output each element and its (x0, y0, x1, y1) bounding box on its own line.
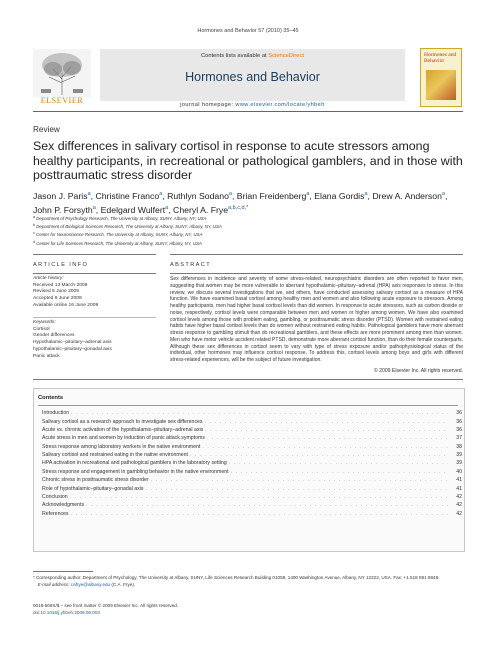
author-affiliation-mark: a (159, 191, 163, 197)
author-affiliation-mark: a (165, 204, 169, 211)
toc-page: 41 (456, 477, 462, 484)
abstract-top-rule (170, 254, 463, 255)
author-separator: , (95, 204, 101, 215)
toc-page: 41 (456, 485, 462, 492)
abstract-heading: ABSTRACT (170, 262, 212, 268)
keyword: Hypothalamic–pituitary–adrenal axis (33, 340, 112, 346)
author-separator: , (168, 204, 174, 215)
author-name: Cheryl A. Frye (173, 204, 229, 215)
toc-leader (205, 427, 448, 433)
keyword: Cortisol (33, 326, 50, 332)
toc-leader (71, 410, 448, 416)
history-entry: Revised 5 June 2009 (33, 289, 79, 295)
email-link[interactable]: cafrye@albany.edu (70, 581, 111, 587)
toc-title: Role of hypothalamic–pituitary–gonadal axis (42, 485, 144, 492)
toc-entry[interactable] (42, 510, 462, 518)
toc-entry[interactable] (42, 451, 462, 459)
issn-line: 0018-506X/$ – see front matter © 2009 Elsevier Inc. All rights reserved. (33, 603, 179, 608)
homepage-link[interactable]: www.elsevier.com/locate/yhbeh (235, 102, 325, 108)
author-affiliation-mark: a,b,c,d, (228, 204, 247, 211)
author-separator: , (231, 191, 237, 201)
affiliation-text: Department of Psychology Research, The University at Albany, SUNY, Albany, NY, USA (36, 216, 207, 221)
author-affiliation-mark: a (306, 191, 310, 197)
front-matter-notice (33, 603, 463, 616)
toc-leader (190, 452, 448, 458)
author-name: John P. Forsyth (33, 204, 93, 215)
toc-title: Conclusion (42, 493, 68, 500)
footnote-star: * (33, 575, 35, 580)
affiliation-mark: d (33, 239, 35, 244)
author-name: Ruthlyn Sodano (167, 191, 229, 201)
copyright-notice: © 2009 Elsevier Inc. All rights reserved. (374, 368, 463, 374)
author[interactable] (95, 191, 167, 201)
author-separator: , (162, 191, 168, 201)
email-label: E-mail address: (37, 581, 70, 587)
abstract-heading-rule (170, 273, 463, 274)
author[interactable] (314, 191, 372, 201)
affiliation (33, 214, 463, 222)
toc-entry[interactable] (42, 493, 462, 501)
toc-title: Stress response among laboratory workers in the native environment (42, 443, 201, 450)
article-type: Review (33, 125, 60, 134)
contents-available-line (100, 53, 405, 59)
toc-leader (70, 494, 448, 500)
affiliation (33, 222, 463, 230)
toc-page: 40 (456, 468, 462, 475)
keywords-divider (33, 317, 156, 318)
toc-title: Acute vs. chronic activation of the hypothalamic–pituitary–adrenal axis (42, 426, 204, 433)
journal-homepage (100, 102, 405, 108)
toc-title: Stress response and engagement in gambling behavior in the native environment (42, 468, 229, 475)
email-suffix: (C.A. Frye). (110, 581, 136, 587)
toc-title: Salivary cortisol as a research approach to investigate sex differences (42, 418, 203, 425)
publisher-name: ELSEVIER (40, 96, 84, 105)
toc-page: 37 (456, 435, 462, 442)
cover-title: Hormones and Behavior (424, 52, 457, 64)
footnote-text: Corresponding author. Department of Psychology, The University at Albany, SUNY, Life Sciences Research Building 01058, 1400 Washington Avenue, Albany, NY 12222, USA. Fax: +1 518 591 8848. (34, 575, 440, 580)
affiliation (33, 239, 463, 247)
history-label: Article history: (33, 276, 64, 281)
homepage-label: journal homepage: (180, 102, 236, 108)
abstract-text: Sex differences in incidence and severity of some stress-related, neuropsychiatric disorders are often reported to favor men, suggesting that women may be more vulnerable to aberrant hypothalamic–pituitary–adrenal (HPA) axis responses to stress. In this review, we discuss several investigations that we, and others, have conducted assessing salivary cortisol as a measure of HPA function. We have examined basal cortisol among healthy men and women and also following acute exposure to stressors. Among healthy participants, men had higher basal cortisol levels than did women. In response to acute stressors, such as carbon dioxide or noise, respectively, cortisol levels were comparable between men and women or higher among women. We have also examined cortisol levels among those with problem eating, gambling, or posttraumatic stress disorder (PTSD). Women with restrained eating habits have higher basal cortisol levels than do women without restrained eating habits. Pathological gamblers have more aberrant stress response to gambling stimuli than do recreational gamblers, and these effects are more prominent among men than women. Men who have motor vehicle accident related PTSD, demonstrate more aberrant cortisol function, than do their female counterparts. Although these sex differences in cortisol seem to vary with type of stress exposure and/or pathophysiological status of the individual, other hormones may influence cortisol response. To address this, cortisol levels among boys and girls with different stress-related experiences, will be the subject of future investigation. (170, 276, 464, 363)
author[interactable] (372, 191, 447, 201)
author-list (33, 189, 473, 216)
affiliation-list (33, 214, 463, 247)
author-separator: , (444, 191, 448, 201)
toc-entry[interactable] (42, 501, 462, 509)
article-title: Sex differences in salivary cortisol in response to acute stressors among healthy participants, in recreational or pathological gamblers, and in those with posttraumatic stress disorder (33, 139, 463, 183)
author-affiliation-mark: a (92, 204, 96, 211)
toc-page: 42 (456, 510, 462, 517)
toc-page: 38 (456, 443, 462, 450)
author-name: Brian Freidenberg (236, 191, 307, 201)
article-info-top-rule (33, 254, 156, 255)
journal-reference: Hormones and Behavior 57 (2010) 35–45 (197, 28, 299, 34)
affiliation-mark: c (33, 231, 35, 236)
header-divider (33, 111, 463, 112)
toc-page: 42 (456, 502, 462, 509)
toc-leader (151, 477, 448, 483)
toc-entry[interactable] (42, 484, 462, 492)
toc-entry[interactable] (42, 476, 462, 484)
toc-leader (202, 444, 448, 450)
toc-entry[interactable] (42, 426, 462, 434)
abstract-bottom-rule (33, 379, 463, 380)
author-separator: , (309, 191, 315, 201)
affiliation-text: Center for Neuroscience Research, The University at Albany, SUNY, Albany, NY, USA (36, 232, 203, 238)
toc-leader (86, 502, 448, 508)
toc-entry[interactable] (42, 468, 462, 476)
toc-title: Introduction (42, 410, 70, 417)
author-affiliation-mark: a (364, 191, 368, 197)
author[interactable] (237, 191, 314, 201)
article-info-heading-rule (33, 273, 156, 274)
cover-image (426, 70, 456, 100)
author-affiliation-mark: a (228, 191, 232, 197)
toc-entry[interactable] (42, 409, 462, 417)
history-entry: Accepted 9 June 2009 (33, 296, 82, 302)
toc-leader (71, 511, 448, 517)
author-separator: , (367, 191, 373, 201)
affiliation (33, 230, 463, 238)
author-affiliation-mark: a (87, 191, 91, 197)
affiliation-mark: a (33, 215, 35, 219)
author-separator: , (90, 191, 96, 201)
contents-heading: Contents (38, 395, 64, 401)
article-info-heading: ARTICLE INFO (33, 262, 89, 268)
contents-available-text: Contents lists available at (200, 53, 269, 59)
toc-leader (229, 460, 448, 466)
contents-divider (38, 405, 458, 406)
author-affiliation-mark: a (441, 191, 445, 197)
journal-title: Hormones and Behavior (185, 70, 320, 84)
corresponding-author-mark[interactable]: * (246, 204, 249, 211)
toc-page: 39 (456, 460, 462, 467)
toc-leader (231, 469, 448, 475)
toc-leader (205, 419, 448, 425)
toc-title: Chronic stress in posttraumatic stress disorder (42, 477, 149, 484)
toc-page: 42 (456, 493, 462, 500)
toc-title: Acute stress in men and women by induction of panic attack symptoms (42, 435, 205, 442)
affiliation-text: Department of Biological Sciences Research, The University at Albany, SUNY, Albany, NY, USA (36, 224, 222, 230)
toc-title: References (42, 510, 69, 517)
author[interactable] (167, 191, 237, 201)
journal-cover-thumbnail (420, 48, 462, 107)
table-of-contents (42, 409, 462, 518)
toc-title: HPA activation in recreational and pathological gamblers in the laboratory setting (42, 460, 227, 467)
author-name: Elana Gordis (314, 191, 365, 201)
keyword: Panic attack (33, 353, 60, 359)
doi-link[interactable]: doi:10.1016/j.yhbeh.2009.06.003 (33, 609, 100, 615)
toc-page: 36 (456, 426, 462, 433)
toc-leader (146, 486, 448, 492)
author[interactable] (33, 191, 95, 201)
toc-entry[interactable] (42, 434, 462, 442)
toc-title: Salivary cortisol and restrained eating in the native environment (42, 452, 188, 459)
keywords-label: Keywords: (33, 320, 56, 325)
keywords (33, 320, 156, 360)
footnote-rule (33, 571, 93, 572)
author-name: Jason J. Paris (33, 191, 88, 201)
article-history (33, 276, 156, 310)
toc-title: Acknowledgments (42, 502, 85, 509)
keyword: hypothalamic–pituitary–gonadal axis (33, 346, 112, 352)
toc-page: 36 (456, 410, 462, 417)
history-entry: Received 13 March 2009 (33, 282, 88, 288)
toc-entry[interactable] (42, 417, 462, 425)
toc-entry[interactable] (42, 459, 462, 467)
history-entry: Available online 16 June 2009 (33, 302, 99, 308)
author-name: Christine Franco (95, 191, 160, 201)
toc-entry[interactable] (42, 443, 462, 451)
keyword: Gender differences (33, 333, 75, 339)
toc-page: 39 (456, 452, 462, 459)
sciencedirect-link[interactable]: ScienceDirect (268, 53, 305, 59)
toc-leader (207, 435, 448, 441)
affiliation-mark: b (33, 223, 35, 228)
author-name: Edelgard Wulfert (100, 204, 166, 215)
author-name: Drew A. Anderson (372, 191, 442, 201)
affiliation-text: Center for Life Sciences Research, The University at Albany, SUNY, Albany, NY, USA (36, 240, 202, 246)
toc-page: 36 (456, 418, 462, 425)
corresponding-author-footnote (33, 575, 463, 588)
